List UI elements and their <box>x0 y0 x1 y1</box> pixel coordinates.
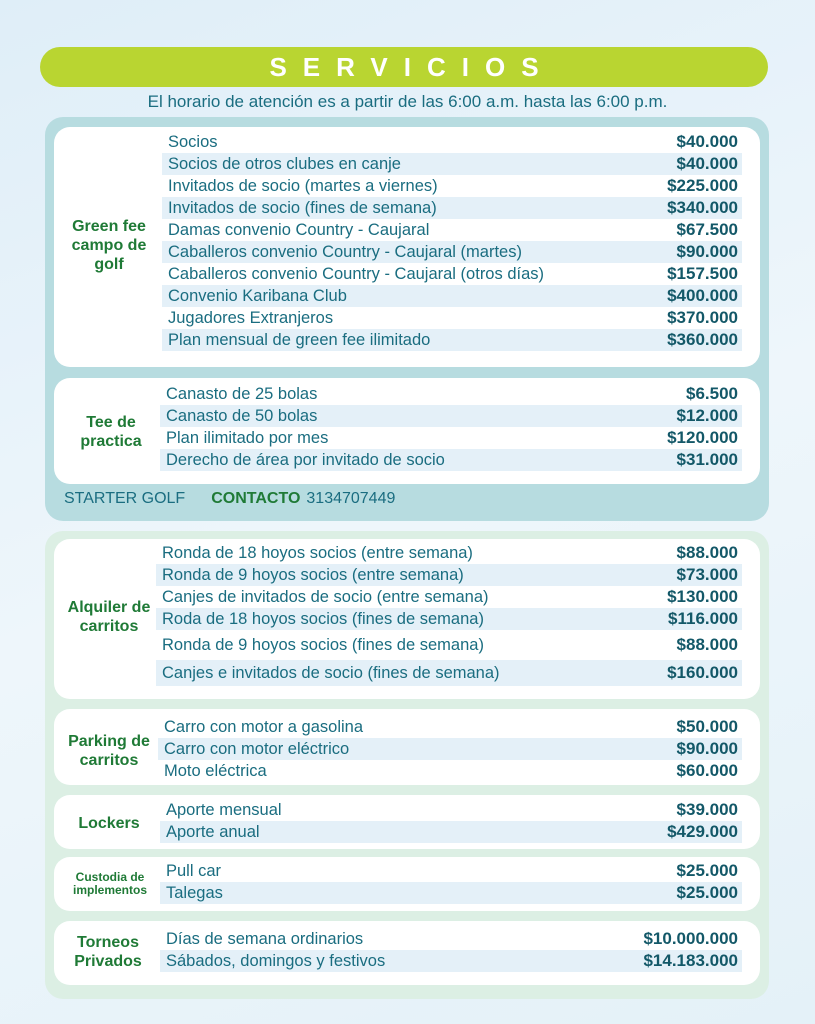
service-price: $400.000 <box>667 286 738 305</box>
service-name: Caballeros convenio Country - Caujaral (otros días) <box>168 264 545 283</box>
service-name: Sábados, domingos y festivos <box>166 951 386 970</box>
alquiler-list <box>156 542 742 686</box>
price-row <box>156 564 742 586</box>
service-name: Plan ilimitado por mes <box>166 428 329 447</box>
service-name: Invitados de socio (fines de semana) <box>168 198 437 217</box>
price-row <box>156 630 742 660</box>
service-name: Convenio Karibana Club <box>168 286 347 305</box>
service-name: Moto eléctrica <box>164 761 267 780</box>
service-price: $90.000 <box>676 739 738 758</box>
service-name: Días de semana ordinarios <box>166 929 364 948</box>
price-row <box>160 799 742 821</box>
price-row <box>156 586 742 608</box>
price-row <box>160 383 742 405</box>
service-price: $116.000 <box>668 609 738 628</box>
price-row <box>160 405 742 427</box>
service-name: Invitados de socio (martes a viernes) <box>168 176 438 195</box>
service-price: $12.000 <box>676 406 738 425</box>
service-name: Ronda de 9 hoyos socios (fines de semana) <box>162 635 484 654</box>
alquiler-label: Alquiler de carritos <box>67 599 151 635</box>
price-row <box>160 882 742 904</box>
service-price: $25.000 <box>676 883 738 902</box>
service-name: Canasto de 25 bolas <box>166 384 318 403</box>
service-price: $39.000 <box>676 800 738 819</box>
service-name: Socios de otros clubes en canje <box>168 154 401 173</box>
price-row <box>156 608 742 630</box>
service-name: Plan mensual de green fee ilimitado <box>168 330 431 349</box>
service-price: $160.000 <box>667 663 738 682</box>
price-row <box>162 329 742 351</box>
starter-name: STARTER GOLF <box>64 490 186 507</box>
price-row <box>160 860 742 882</box>
service-name: Carro con motor eléctrico <box>164 739 350 758</box>
price-row <box>162 307 742 329</box>
service-price: $10.000.000 <box>643 929 738 948</box>
service-price: $88.000 <box>676 635 738 654</box>
service-name: Roda de 18 hoyos socios (fines de semana) <box>162 609 484 628</box>
custodia-label: Custodia de implementos <box>72 870 147 897</box>
price-row <box>162 219 742 241</box>
service-name: Caballeros convenio Country - Caujaral (martes) <box>168 242 522 261</box>
service-name: Carro con motor a gasolina <box>164 717 364 736</box>
contact-phone: 3134707449 <box>306 490 396 507</box>
service-name: Socios <box>168 132 218 151</box>
service-price: $14.183.000 <box>643 951 738 970</box>
service-name: Damas convenio Country - Caujaral <box>168 220 430 239</box>
tee-label: Tee de practica <box>80 414 142 450</box>
service-price: $429.000 <box>667 822 738 841</box>
service-price: $360.000 <box>667 330 738 349</box>
price-row <box>160 928 742 950</box>
price-row <box>158 760 742 782</box>
price-row <box>162 153 742 175</box>
lockers-label: Lockers <box>78 814 140 832</box>
service-price: $6.500 <box>686 384 738 403</box>
torneos-label: Torneos Privados <box>74 934 142 970</box>
starter-contact <box>64 490 395 508</box>
service-price: $40.000 <box>676 132 738 151</box>
service-name: Jugadores Extranjeros <box>168 308 334 327</box>
service-name: Ronda de 18 hoyos socios (entre semana) <box>162 543 473 562</box>
price-row <box>158 738 742 760</box>
contact-info <box>211 490 395 508</box>
service-price: $60.000 <box>676 761 738 780</box>
price-row <box>160 449 742 471</box>
torneos-list <box>160 928 742 972</box>
service-name: Aporte mensual <box>166 800 282 819</box>
price-row <box>162 285 742 307</box>
title-bar <box>40 47 768 87</box>
service-price: $370.000 <box>667 308 738 327</box>
price-row <box>156 660 742 686</box>
service-price: $157.500 <box>667 264 738 283</box>
service-price: $25.000 <box>676 861 738 880</box>
service-name: Canjes e invitados de socio (fines de semana) <box>162 663 500 682</box>
parking-label: Parking de carritos <box>68 733 150 769</box>
service-name: Talegas <box>166 883 223 902</box>
service-price: $67.500 <box>676 220 738 239</box>
service-price: $225.000 <box>667 176 738 195</box>
price-row <box>162 241 742 263</box>
green-fee-label: Green fee campo de golf <box>71 217 147 273</box>
price-row <box>162 197 742 219</box>
service-price: $340.000 <box>667 198 738 217</box>
service-name: Canjes de invitados de socio (entre semana) <box>162 587 489 606</box>
service-price: $120.000 <box>667 428 738 447</box>
parking-list <box>158 716 742 782</box>
custodia-list <box>160 860 742 904</box>
price-row <box>156 542 742 564</box>
price-row <box>158 716 742 738</box>
service-name: Aporte anual <box>166 822 260 841</box>
contact-label: CONTACTO <box>211 490 301 507</box>
price-row <box>160 821 742 843</box>
service-price: $40.000 <box>676 154 738 173</box>
service-price: $130.000 <box>667 587 738 606</box>
price-row <box>160 950 742 972</box>
lockers-list <box>160 799 742 843</box>
service-price: $50.000 <box>676 717 738 736</box>
price-row <box>162 131 742 153</box>
green-fee-list <box>162 131 742 351</box>
service-price: $31.000 <box>676 450 738 469</box>
service-name: Derecho de área por invitado de socio <box>166 450 445 469</box>
tee-list <box>160 383 742 471</box>
price-row <box>162 175 742 197</box>
service-name: Ronda de 9 hoyos socios (entre semana) <box>162 565 464 584</box>
schedule-subtitle: El horario de atención es a partir de las 6:00 a.m. hasta las 6:00 p.m. <box>147 92 668 111</box>
price-row <box>162 263 742 285</box>
service-price: $73.000 <box>676 565 738 584</box>
service-price: $90.000 <box>676 242 738 261</box>
page-title: SERVICIOS <box>269 51 555 82</box>
service-price: $88.000 <box>676 543 738 562</box>
service-name: Canasto de 50 bolas <box>166 406 318 425</box>
service-name: Pull car <box>166 861 222 880</box>
price-row <box>160 427 742 449</box>
